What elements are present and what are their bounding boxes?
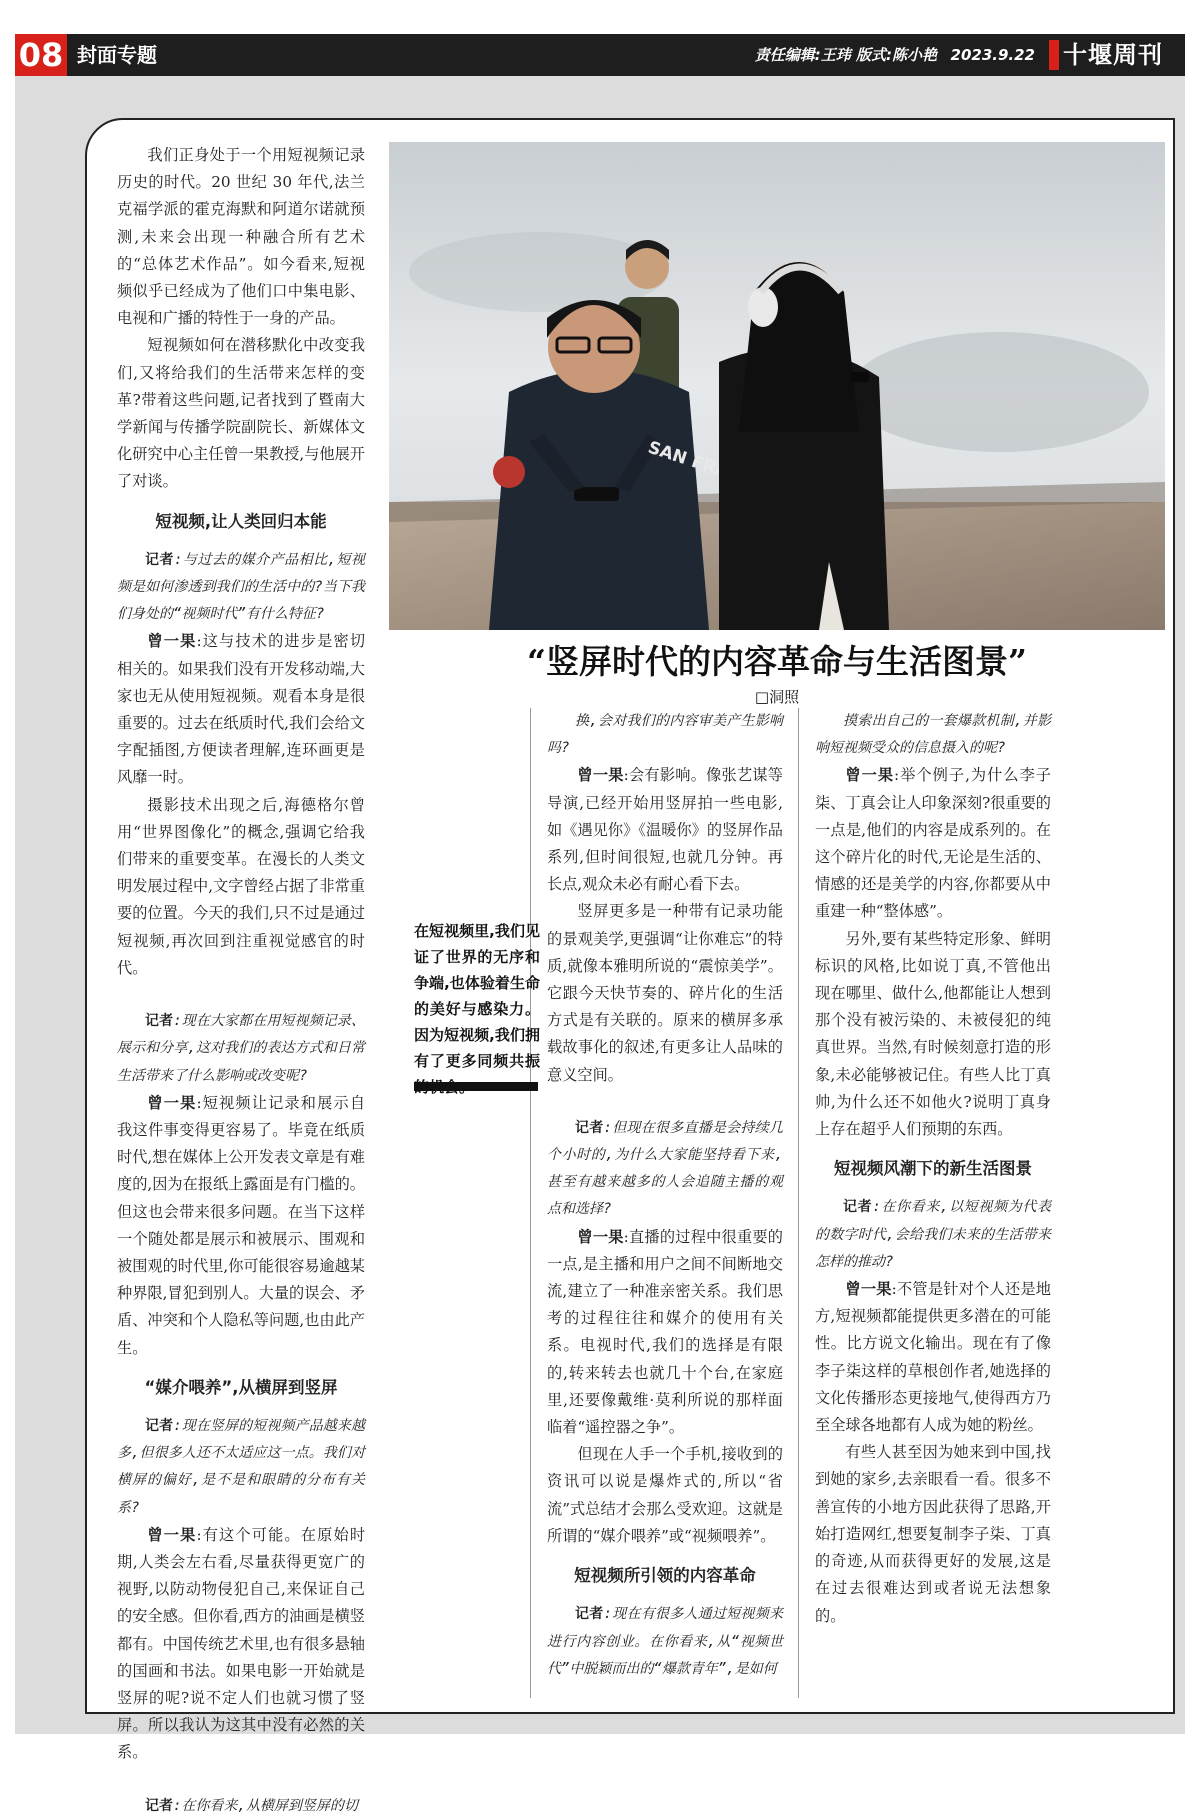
subheading: “媒介喂养”,从横屏到竖屏 bbox=[144, 1377, 338, 1397]
pull-quote-bar bbox=[414, 1082, 538, 1091]
question: 记者:现在大家都在用短视频记录、展示和分享,这对我们的表达方式和日常生活带来了什么影响或改变呢? bbox=[117, 1013, 366, 1084]
answer: 曾一果:有这个可能。在原始时期,人类会左右看,尽量获得更宽广的视野,以防动物侵犯自己,来保证自己的安全感。但你看,西方的油画是横竖都有。中国传统艺术里,也有很多悬轴的国画和书法。如果电影一开始就是竖屏的呢?说不定人们也就习惯了竖屏。所以我认为这其中没有必然的关系。 bbox=[117, 1525, 366, 1762]
paragraph: 有些人甚至因为她来到中国,找到她的家乡,去亲眼看一看。很多不善宣传的小地方因此获得了思路,开始打造网红,想要复制李子柒、丁真的奇迹,从而获得更好的发展,这是在过去很难达到或者说无法想象的。 bbox=[815, 1443, 1051, 1625]
question: 记者:但现在很多直播是会持续几个小时的,为什么大家能坚持看下来,甚至有越来越多的人会追随主播的观点和选择? bbox=[547, 1119, 783, 1218]
column-divider bbox=[798, 708, 799, 1698]
paragraph: 短视频如何在潜移默化中改变我们,又将给我们的生活带来怎样的变革?带着这些问题,记者找到了暨南大学新闻与传播学院副院长、新媒体文化研究中心主任曾一果教授,与他展开了对谈。 bbox=[117, 336, 365, 491]
cover-photo-illustration bbox=[389, 142, 1165, 630]
page-header bbox=[15, 34, 1185, 76]
paragraph: 我们正身处于一个用短视频记录历史的时代。20 世纪 30 年代,法兰克福学派的霍克海默和阿道尔诺就预测,未来会出现一种融合所有艺术的“总体艺术作品”。如今看来,短视频似乎已经成为了他们口中集电影、电视和广播的特性于一身的产品。 bbox=[117, 146, 365, 328]
article-title: “竖屏时代的内容革命与生活图景” bbox=[527, 642, 1027, 681]
pull-quote: 在短视频里,我们见证了世界的无序和争端,也体验着生命的美好与感染力。因为短视频,我们拥有了更多同频共振 bbox=[414, 922, 540, 1070]
question: 记者:现在有很多人通过短视频来进行内容创业。在你看来,从“视频世代”中脱颖而出的“爆款青年”,是如何 bbox=[547, 1606, 783, 1677]
article-author: □洞照 bbox=[754, 688, 800, 706]
paragraph: 竖屏更多是一种带有记录功能的景观美学,更强调“让你难忘”的特质,就像本雅明所说的“震惊美学”。它跟今天快节奏的、碎片化的生活方式是有关联的。原来的横屏多承载故事化的叙述,有更多让人品味的意义空间。 bbox=[547, 902, 783, 1084]
paragraph: 但现在人手一个手机,接收到的资讯可以说是爆炸式的,所以“省流”式总结才会那么受欢迎。这就是所谓的“媒介喂养”或“视频喂养”。 bbox=[547, 1445, 783, 1545]
jacket-print: SAN bbox=[645, 437, 690, 470]
answer: 曾一果:不管是针对个人还是地方,短视频都能提供更多潜在的可能性。比方说文化输出。现在有了像李子柒这样的草根创作者,她选择的文化传播形态更接地气,使得西方乃至全球各地都有人成为她的粉丝。 bbox=[815, 1280, 1051, 1435]
subheading: 短视频所引领的内容革命 bbox=[574, 1566, 756, 1586]
column-divider bbox=[530, 708, 531, 1698]
paragraph: 另外,要有某些特定形象、鲜明标识的风格,比如说丁真,不管他出现在哪里、做什么,他都能让人想到那个没有被污染的、未被侵犯的纯真世界。当然,有时候刻意打造的形象,未必能够被记住。有些人比丁真帅,为什么还不如他火?说明丁真身上存在超乎人们预期的东西。 bbox=[815, 929, 1051, 1139]
brand-logo bbox=[1047, 34, 1185, 76]
article-column-2 bbox=[547, 708, 783, 1683]
answer: 曾一果:会有影响。像张艺谋等导演,已经开始用竖屏拍一些电影,如《遇见你》《温暖你》的竖屏作品系列,但时间很短,也就几分钟。再长点,观众未必有耐心看下去。 bbox=[547, 766, 783, 894]
answer: 曾一果:举个例子,为什么李子柒、丁真会让人印象深刻?很重要的一点是,他们的内容是成系列的。在这个碎片化的时代,无论是生活的、情感的还是美学的内容,你都要从中重建一种“整体感”。 bbox=[815, 766, 1051, 921]
brand-accent-bar bbox=[1049, 40, 1059, 70]
page-number: 08 bbox=[15, 34, 67, 76]
cover-photo bbox=[389, 142, 1165, 630]
question: 记者:在你看来,以短视频为代表的数字时代,会给我们未来的生活带来怎样的推动? bbox=[815, 1199, 1052, 1270]
section-title: 封面专题 bbox=[77, 43, 157, 67]
answer: 曾一果:直播的过程中很重要的一点,是主播和用户之间不间断地交流,建立了一种准亲密关系。我们思考的过程往往和媒介的使用有关系。电视时代,我们的选择是有限的,转来转去也就几十个台,在家庭里,还要像戴维·莫利所说的那样面临着“遥控器之争”。 bbox=[547, 1227, 783, 1437]
editor-credit: 责任编辑:王玮 版式:陈小艳 bbox=[754, 46, 937, 64]
question: 记者:与过去的媒介产品相比,短视频是如何渗透到我们的生活中的?当下我们身处的“视频时代”有什么特征? bbox=[117, 551, 365, 623]
question-continued: 换,会对我们的内容审美产生影响吗? bbox=[547, 713, 783, 757]
paragraph: 摄影技术出现之后,海德格尔曾用“世界图像化”的概念,强调它给我们带来的重要变革。在漫长的人类文明发展过程中,文字曾经占据了非常重要的位置。今天的我们,只不过是通过短视频,再次回到注重视觉感官的时代。 bbox=[117, 795, 365, 977]
answer: 曾一果:这与技术的进步是密切相关的。如果我们没有开发移动端,大家也无从使用短视频。观看本身是很重要的。过去在纸质时代,我们会给文字配插图,方便读者理解,连环画更是风靡一时。 bbox=[117, 632, 366, 787]
article-frame bbox=[85, 118, 1175, 1814]
subheading: 短视频风潮下的新生活图景 bbox=[834, 1159, 1032, 1179]
subheading: 短视频,让人类回归本能 bbox=[155, 511, 327, 531]
brand-name: 十堰周刊 bbox=[1063, 40, 1163, 69]
answer: 曾一果:短视频让记录和展示自我这件事变得更容易了。毕竟在纸质时代,想在媒体上公开发表文章是有难度的,因为在报纸上露面是有门槛的。但这也会带来很多问题。在当下这样一个随处都是展示和被展示、围观和被围观的时代里,你可能很容易逾越某种界限,冒犯到别人。大量的误会、矛盾、冲突和个人隐私等问题,也由此产生。 bbox=[117, 1093, 366, 1357]
article-column-1 bbox=[117, 142, 365, 1820]
question: 记者:现在竖屏的短视频产品越来越多,但很多人还不太适应这一点。我们对横屏的偏好,是不是和眼睛的分布有关系? bbox=[117, 1417, 366, 1516]
question-continued: 摸索出自己的一套爆款机制,并影响短视频受众的信息摄入的呢? bbox=[815, 713, 1051, 757]
issue-date: 2023.9.22 bbox=[950, 46, 1035, 64]
question: 记者:在你看来,从横屏到竖屏的切 bbox=[145, 1797, 358, 1814]
article-column-3 bbox=[815, 708, 1051, 1630]
